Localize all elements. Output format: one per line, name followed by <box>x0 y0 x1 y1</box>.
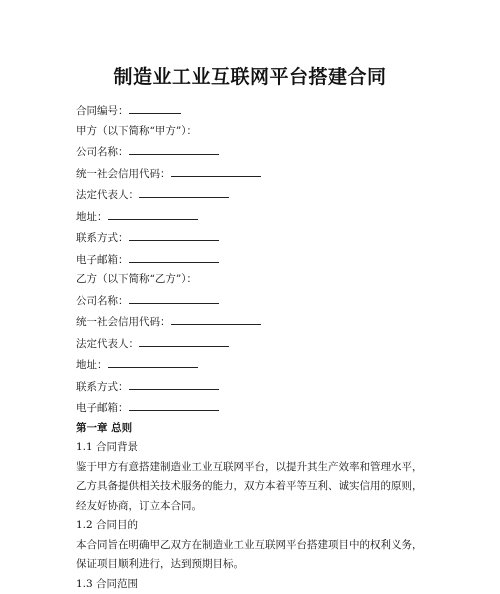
document-body <box>76 100 432 594</box>
party-b-email-blank[interactable] <box>129 397 219 411</box>
party-a-contact-blank[interactable] <box>129 227 219 241</box>
section-1-2-text: 本合同旨在明确甲乙双方在制造业工业互联网平台搭建项目中的权利义务，保证项目顺利进行，达到预期目标。 <box>76 536 432 575</box>
party-b-contact-label: 联系方式： <box>76 381 129 393</box>
party-a-contact-label: 联系方式： <box>76 232 129 244</box>
party-b-credit-blank[interactable] <box>171 311 261 325</box>
document-title: 制造业工业互联网平台搭建合同 <box>0 62 500 89</box>
party-a-credit-line <box>76 163 432 185</box>
party-b-email-line <box>76 397 432 419</box>
party-a-email-label: 电子邮箱： <box>76 254 129 266</box>
party-b-legal-blank[interactable] <box>139 333 229 347</box>
party-a-email-line <box>76 249 432 271</box>
party-b-credit-line <box>76 311 432 333</box>
party-b-credit-label: 统一社会信用代码： <box>76 316 171 328</box>
party-a-heading: 甲方（以下简称“甲方”）： <box>76 122 432 142</box>
party-a-address-line <box>76 206 432 228</box>
party-b-address-blank[interactable] <box>108 354 198 368</box>
party-a-credit-blank[interactable] <box>171 163 261 177</box>
party-a-company-label: 公司名称： <box>76 146 129 158</box>
party-a-address-label: 地址： <box>76 211 108 223</box>
party-a-contact-line <box>76 227 432 249</box>
party-a-address-blank[interactable] <box>108 206 198 220</box>
party-b-contact-blank[interactable] <box>129 376 219 390</box>
party-a-legal-line <box>76 184 432 206</box>
section-1-2-title: 1.2 合同目的 <box>76 516 432 536</box>
party-b-address-label: 地址： <box>76 359 108 371</box>
party-a-legal-blank[interactable] <box>139 184 229 198</box>
chapter-1-heading: 第一章 总则 <box>76 419 432 439</box>
contract-number-line <box>76 100 432 122</box>
party-a-company-line <box>76 141 432 163</box>
section-1-1-title: 1.1 合同背景 <box>76 438 432 458</box>
party-b-legal-label: 法定代表人： <box>76 338 139 350</box>
party-b-address-line <box>76 354 432 376</box>
party-a-email-blank[interactable] <box>129 249 219 263</box>
section-1-3-title: 1.3 合同范围 <box>76 575 432 594</box>
party-b-heading: 乙方（以下简称“乙方”）： <box>76 270 432 290</box>
party-b-contact-line <box>76 376 432 398</box>
party-b-company-blank[interactable] <box>129 290 219 304</box>
contract-number-blank[interactable] <box>129 100 181 114</box>
party-a-legal-label: 法定代表人： <box>76 189 139 201</box>
party-b-company-label: 公司名称： <box>76 295 129 307</box>
section-1-1-text: 鉴于甲方有意搭建制造业工业互联网平台，以提升其生产效率和管理水平，乙方具备提供相关技术服务的能力，双方本着平等互利、诚实信用的原则，经友好协商，订立本合同。 <box>76 458 432 517</box>
party-b-company-line <box>76 290 432 312</box>
party-a-credit-label: 统一社会信用代码： <box>76 168 171 180</box>
contract-number-label: 合同编号： <box>76 105 129 117</box>
party-a-company-blank[interactable] <box>129 141 219 155</box>
party-b-email-label: 电子邮箱： <box>76 402 129 414</box>
party-b-legal-line <box>76 333 432 355</box>
